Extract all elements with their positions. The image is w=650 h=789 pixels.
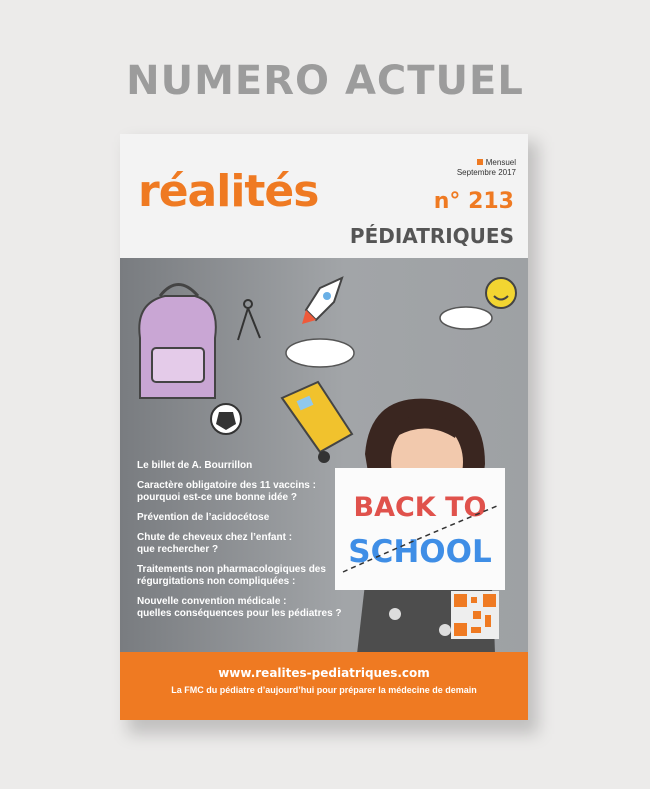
- toc-item: Traitements non pharmacologiques des régurgitations non compliquées :: [137, 564, 326, 587]
- section-title: PÉDIATRIQUES: [349, 224, 514, 248]
- square-bullet-icon: [477, 159, 483, 165]
- toc-item: Nouvelle convention médicale : quelles conséquences pour les pédiatres ?: [137, 596, 342, 619]
- sun-icon: [486, 278, 516, 308]
- issue-number: n° 213: [433, 189, 514, 214]
- website-url[interactable]: www.realites-pediatriques.com: [218, 666, 430, 680]
- toc-item: Caractère obligatoire des 11 vaccins : pourquoi est-ce une bonne idée ?: [137, 480, 316, 503]
- toc-item: Le billet de A. Bourrillon: [137, 460, 253, 471]
- rocket-icon: [302, 278, 342, 324]
- issue-date: Septembre 2017: [456, 168, 516, 177]
- compass-icon: [238, 300, 260, 340]
- cover-header: [120, 134, 528, 258]
- qr-code[interactable]: [451, 591, 499, 639]
- toc-item: Chute de cheveux chez l’enfant : que rechercher ?: [137, 532, 293, 555]
- cover-footer: [120, 652, 528, 720]
- publication-info: [457, 158, 516, 178]
- table-of-contents: [137, 460, 382, 628]
- magazine-title: réalités: [138, 166, 319, 217]
- sign-line-1: BACK TO: [353, 492, 487, 523]
- magazine-cover[interactable]: [120, 134, 528, 720]
- sign-line-2: SCHOOL: [348, 534, 492, 570]
- toc-item: Prévention de l’acidocétose: [137, 512, 270, 523]
- page-heading: NUMERO ACTUEL: [126, 58, 524, 104]
- frequency: Mensuel: [485, 158, 516, 167]
- backpack-icon: [139, 285, 216, 399]
- tagline: La FMC du pédiatre d’aujourd’hui pour préparer la médecine de demain: [171, 685, 477, 695]
- ball-icon: [211, 404, 241, 434]
